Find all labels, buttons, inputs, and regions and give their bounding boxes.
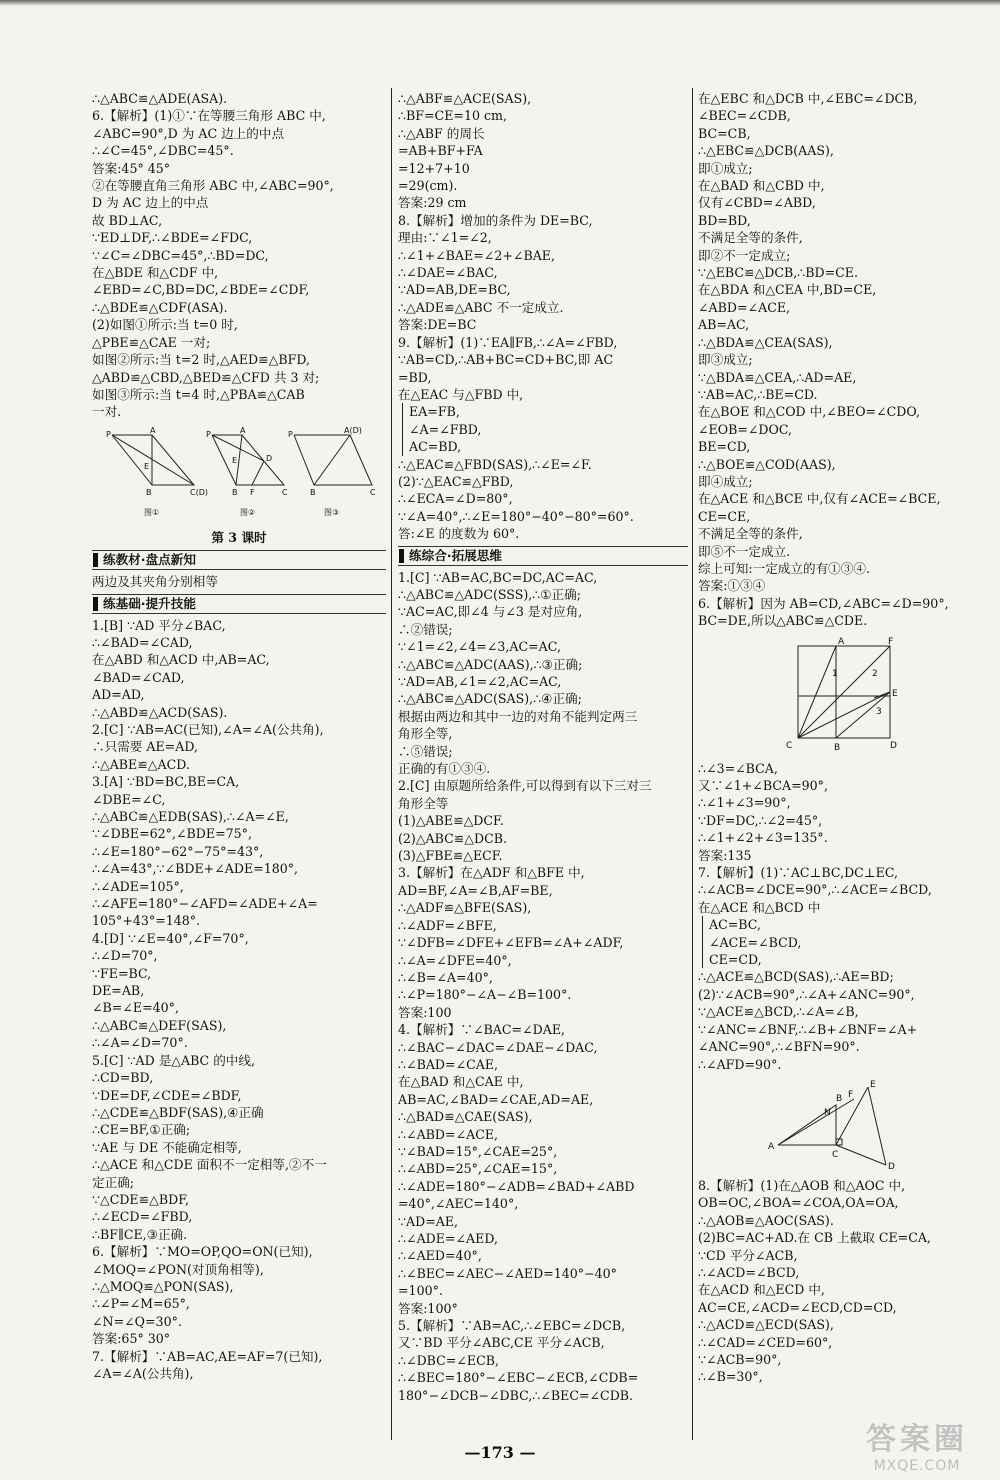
text-line: ∵AD=AB,DE=BC, [398,282,511,298]
fig2-label-C: C [282,487,288,497]
text-line: (2)△ABC≌△DCB. [398,830,507,846]
text-line: △ABD≌△CBD,△BED≌△CFD 共 3 对; [92,369,320,385]
text-line: 答案:45° 45° [92,160,171,176]
section-heading-label: 练教材·盘点新知 [103,552,196,568]
text-line: 即①成立; [698,160,753,176]
text-line: ∴∠AFE=180°−∠AFD=∠ADE+∠A= [92,896,318,912]
text-line: 180°−∠DCB−∠DBC,∴∠BEC=∠CDB. [398,1387,634,1403]
text-line: 在△BDE 和△CDF 中, [92,265,219,281]
fig2-label-A: A [240,426,246,435]
text-line: AD=BF,∠A=∠B,AF=BE, [398,882,553,898]
column-divider-left [391,88,392,1440]
text-line: ∴△CDE≌△BDF(SAS),④正确 [92,1104,264,1120]
heading-marker-icon [399,549,404,563]
text-line: ∵AD=AB,∠1=∠2,AC=AC, [398,674,562,689]
column-right [698,90,984,1386]
text-line: CE=CD, [702,951,984,968]
text-line: 答案:100° [398,1300,458,1316]
fig1-label-B: B [146,487,152,497]
text-line: ∴∠B=∠A=40°, [398,969,493,985]
text-line: ∠EBD=∠C,BD=DC,∠BDE=∠CDF, [92,282,310,298]
text-line: 在△ACE 和△BCE 中,仅有∠ACE=∠BCE, [698,491,941,507]
text-line: 角形全等, [398,726,453,742]
fig1-caption: 图① [144,507,160,517]
text-line: ∴△ABC≌△DEF(SAS), [92,1017,227,1033]
text-line: ∴△AOB≌△AOC(SAS). [698,1212,834,1228]
column-middle [398,90,688,1404]
text-line: ∴∠D=70°, [92,948,158,964]
text-line: ∴BF=CE=10 cm, [398,108,507,124]
text-line: ∴∠ECA=∠D=80°, [398,491,513,507]
text-line: ∵△BDA≌△CEA,∴AD=AE, [698,369,857,385]
text-line: 如图②所示:当 t=2 时,△AED≌△BFD, [92,352,310,368]
text-line: 不满足全等的条件, [698,230,803,246]
text-line: ∴△MOQ≌△PON(SAS), [92,1278,234,1294]
square-label-F: F [888,636,894,647]
text-line: ∵ED⊥DF,∴∠BDE=∠FDC, [92,230,253,246]
text-line: ∠BEC=∠CDB, [698,108,791,124]
square-label-2: 2 [872,668,878,679]
text-line: ∴∠ADE=105°, [92,878,184,894]
text-line: 在△ACD 和△ECD 中, [698,1282,825,1298]
text-line: AB=AC,∠BAD=∠CAE,AD=AE, [398,1091,594,1107]
text-line: ∴∠3=∠BCA, [698,760,778,776]
text-line: 仅有∠CBD=∠ABD, [698,195,816,211]
watermark-text: 答案圈 [866,1422,968,1457]
text-line: ∴∠BAD=∠CAD, [92,634,193,650]
text-line: 正确的有①③④. [398,761,491,777]
fig1-label-E: E [144,461,150,471]
text-line: ∴△ABC≌△ADC(SAS),∴④正确; [398,691,582,707]
text-line: ∴△ABC≌△ADC(AAS),∴③正确; [398,656,583,672]
text-line: ②在等腰直角三角形 ABC 中,∠ABC=90°, [92,178,334,194]
text-line: ∠DBE=∠C, [92,791,166,807]
section-heading [92,550,386,570]
text-line: 1.[B] ∵AD 平分∠BAC, [92,617,226,633]
text-line: 1.[C] ∵AB=AC,BC=DC,AC=AC, [398,569,598,585]
text-line: ∴△ADE≌△ABC 不一定成立. [398,299,564,315]
text-line: DE=AB, [92,983,145,999]
text-line: ∵AE 与 DE 不能确定相等, [92,1139,242,1155]
text-line: ∴∠ACB=∠DCE=90°,∴∠ACE=∠BCD, [698,882,932,898]
text-line: ∴∠A=43°,∵∠BDE+∠ADE=180°, [92,861,299,877]
text-line: ∴∠ADE=∠AED, [398,1231,498,1246]
text-line: ∵FE=BC, [92,965,152,981]
text-line: ∵AB=AC,∴BE=CD. [698,386,818,402]
text-line: ∠N=∠Q=30°. [92,1313,182,1329]
text-line: ∴△ABC≌△ADE(ASA). [92,91,228,106]
text-line: EA=FB, [402,403,688,420]
fig3-label-C: C [370,487,376,497]
text-line: ∠BAD=∠CAD, [92,669,185,685]
fig1-label-A: A [150,426,156,435]
text-line: =29(cm). [398,178,458,194]
text-line: ∴∠1+∠BAE=∠2+∠BAE, [398,247,555,263]
section-heading-label: 练基础·提升技能 [103,595,196,611]
text-line: BE=CD, [698,439,751,455]
text-line: 即⑤不一定成立. [698,543,791,559]
text-line: ∠ABD=∠ACE, [698,299,791,315]
text-line: ∴△ABF 的周长 [398,125,485,141]
text-line: 在△BAD 和△CBD 中, [698,178,825,194]
section-heading [398,546,688,566]
text-line: 在△ACE 和△BCD 中 [698,899,821,915]
text-line: ∴△ADF≌△BFE(SAS), [398,900,532,916]
text-line: (3)△FBE≌△ECF. [398,848,503,864]
text-line: ∵AC=AC,即∠4 与∠3 是对应角, [398,604,583,620]
text-line: ∠A=∠FBD, [402,421,688,438]
tri-label-F: F [848,1089,854,1100]
text-line: AC=BC, [702,916,984,933]
text-line: 在△BDA 和△CEA 中,BD=CE, [698,282,877,298]
text-line: ∴∠ABD=∠ACE, [398,1126,499,1142]
text-line: ∵∠BAD=15°,∠CAE=25°, [398,1143,558,1159]
text-line: 一对. [92,404,122,420]
text-line: 6.【解析】(1)①∵在等腰三角形 ABC 中, [92,108,326,124]
text-line: 又∵∠1+∠BCA=90°, [698,778,828,793]
triangle-figure [766,1079,916,1171]
square-label-A: A [838,636,845,647]
column-left [92,90,386,1382]
section-heading [92,594,386,614]
text-line: ∴△BAD≌△CAE(SAS), [398,1109,533,1125]
fig1-label-C: C(D) [190,487,208,497]
text-line: (2)∵△EAC≌△FBD, [398,473,514,489]
fig3-label-P: P [288,429,293,439]
text-line: 3.【解析】在△ADF 和△BFE 中, [398,865,585,881]
heading-marker-icon [93,553,98,567]
section-heading-label: 练综合·拓展思维 [409,547,502,563]
text-line: ∴△EBC≌△DCB(AAS), [698,143,834,159]
text-line: 105°+43°=148°. [92,913,201,929]
tri-label-C: C [832,1149,839,1160]
text-line: ∵AB=CD,∴AB+BC=CD+BC,即 AC [398,352,614,368]
text-line: ∠ACE=∠BCD, [702,934,984,951]
text-line: ∴∠ABD=25°,∠CAE=15°, [398,1161,558,1177]
watermark-logo [842,1414,992,1474]
text-line: ∵∠DBE=62°,∠BDE=75°, [92,826,252,842]
text-line: 4.[D] ∵∠E=40°,∠F=70°, [92,930,249,946]
text-line: 根据由两边和其中一边的对角不能判定两三 [398,708,638,724]
text-line: 故 BD⊥AC, [92,212,163,228]
text-line: 4.【解析】∵∠BAC=∠DAE, [398,1022,566,1038]
text-line: ∴∠AFD=90°. [698,1056,782,1072]
text-line: 8.【解析】增加的条件为 DE=BC, [398,212,593,228]
text-line: ∠MOQ=∠PON(对顶角相等), [92,1261,264,1277]
text-line: 2.[C] ∵AB=AC(已知),∠A=∠A(公共角), [92,721,324,737]
text-line: =12+7+10 [398,160,470,176]
text-line: ∠EOB=∠DOC, [698,421,793,437]
text-line: =40°,∠AEC=140°, [398,1196,519,1212]
text-line: 答案:135 [698,847,752,863]
text-line: ∴CD=BD, [92,1070,154,1086]
scan-edge-shadow [0,0,1000,6]
text-line: ∴△ABC≌△EDB(SAS),∴∠A=∠E, [92,809,289,824]
text-line: ∴∠P=180°−∠A−∠B=100°. [398,987,572,1003]
text-line: (2)如图①所示:当 t=0 时, [92,317,238,333]
text-line: (1)△ABE≌△DCF. [398,813,504,829]
text-line: 理由:∵∠1=∠2, [398,230,492,246]
text-line: ∴∠ECD=∠FBD, [92,1209,193,1225]
text-line: BC=CB, [698,125,751,141]
text-line: ∴△BDA≌△CEA(SAS), [698,334,833,350]
text-line: ∴∠ADE=180°−∠ADB=∠BAD+∠ABD [398,1178,635,1194]
text-line: 角形全等 [398,795,449,811]
text-line: ∠ANC=90°,∴∠BFN=90°. [698,1039,860,1055]
tri-label-B: B [836,1093,843,1104]
text-line: 5.【解析】∵AB=AC,∴∠EBC=∠DCB, [398,1318,626,1334]
text-line: ∵∠ANC=∠BNF,∴∠B+∠BNF=∠A+ [698,1021,918,1037]
lesson-title: 第 3 课时 [211,529,267,545]
text-line: ∴∠DAE=∠BAC, [398,265,498,281]
fig2-caption: 图② [240,507,256,517]
text-line: CE=CE, [698,508,751,524]
text-line: ∵∠ACB=90°, [698,1351,782,1367]
text-line: ∴∠BEC=∠AEC−∠AED=140°−40° [398,1265,617,1281]
fig2-label-D: D [266,453,273,463]
text-line: ∴∠P=∠M=65°, [92,1296,190,1312]
text-line: 又∵BD 平分∠ABC,CE 平分∠ACB, [398,1335,605,1351]
fig3-label-B: B [310,487,316,497]
text-line: ∵∠1=∠2,∠4=∠3,AC=AC, [398,639,561,655]
text-line: ∴CE=BF,①正确; [92,1122,191,1138]
text-line: AC=BD, [402,438,688,455]
text-line: ∴∠E=180°−62°−75°=43°, [92,843,264,859]
text-line: 两边及其夹角分别相等 [92,574,218,590]
text-line: ∴△ACE 和△CDE 面积不一定相等,②不一 [92,1157,327,1173]
text-line: 在△EAC 与△FBD 中, [398,386,524,402]
text-line: ∴△ACE≌△BCD(SAS),∴AE=BD; [698,969,894,985]
text-line: ∵△EBC≌△DCB,∴BD=CE. [698,265,858,281]
square-figure [776,636,906,754]
fig2-label-E: E [232,455,238,465]
text-line: ∴△EAC≌△FBD(SAS),∴∠E=∠F. [398,456,592,472]
text-line: =100°. [398,1283,443,1299]
text-line: =AB+BF+FA [398,143,483,159]
text-line: 在△BAD 和△CAE 中, [398,1074,524,1090]
text-line: 不满足全等的条件, [698,526,803,542]
square-label-C: C [786,740,793,751]
text-line: ∵∠A=40°,∴∠E=180°−40°−80°=60°. [398,508,634,524]
three-diagrams-figure [94,427,384,523]
text-line: (2)BC=AC+AD.在 CB 上截取 CE=CA, [698,1230,931,1246]
text-line: ∴BF∥CE,③正确. [92,1226,188,1242]
text-line: ∴∠A=∠D=70°. [92,1035,188,1051]
text-line: BC=DE,所以△ABC≌△CDE. [698,613,868,629]
text-line: AB=AC, [698,317,750,333]
text-line: ∴∠BAD=∠CAE, [398,1056,499,1072]
tri-label-E: E [870,1079,876,1090]
text-line: =BD, [398,369,432,385]
text-line: ∴⑤错误; [398,743,453,759]
text-line: 7.【解析】∵AB=AC,AE=AF=7(已知), [92,1348,323,1364]
text-line: 定正确; [92,1174,135,1190]
text-line: ∴△BDE≌△CDF(ASA). [92,299,228,315]
text-line: ∴∠ADF=∠BFE, [398,917,497,933]
text-line: ∵△CDE≌△BDF, [92,1191,189,1207]
text-line: ∴△BOE≌△COD(AAS), [698,456,836,472]
text-line: ∴∠BAC−∠DAC=∠DAE−∠DAC, [398,1039,598,1055]
heading-marker-icon [93,597,98,611]
text-line: ∵△ACE≌△BCD,∴∠A=∠B, [698,1004,859,1020]
text-line: 2.[C] 由原题所给条件,可以得到有以下三对三 [398,778,652,794]
square-label-B: B [834,742,841,753]
text-line: 在△ABD 和△ACD 中,AB=AC, [92,652,270,668]
text-line: (2)∵∠ACB=90°,∴∠A+∠ANC=90°, [698,986,915,1002]
text-line: 6.【解析】∵MO=OP,QO=ON(已知), [92,1244,313,1260]
text-line: ∴∠A=∠DFE=40°, [398,952,512,968]
text-line: ∴∠CAD=∠CED=60°, [698,1334,833,1350]
text-line: 5.[C] ∵AD 是△ABC 的中线, [92,1052,255,1068]
text-line: 答案:65° 30° [92,1331,171,1347]
fig3-caption: 图③ [324,507,340,517]
column-divider-right [692,88,693,1440]
text-line: 答案:①③④ [698,578,766,594]
text-line: 答案:29 cm [398,195,467,211]
text-line: ∴∠AED=40°, [398,1248,482,1264]
text-line: ∴△ACD≌△ECD(SAS), [698,1317,834,1333]
text-line: ∠B=∠E=40°, [92,1000,179,1016]
square-label-E: E [892,688,898,699]
square-label-D: D [890,740,897,751]
text-line: 答案:100 [398,1004,452,1020]
watermark-url: MXQE.COM [873,1458,961,1474]
fig1-label-P: P [106,429,111,439]
text-line: BD=BD, [698,212,751,228]
text-line: ∴∠1+∠3=90°, [698,795,791,811]
text-line: ∴∠BEC=180°−∠EBC−∠ECB,∠CDB= [398,1370,639,1386]
text-line: AC=CE,∠ACD=∠ECD,CD=CD, [698,1299,897,1315]
text-line: 3.[A] ∵BD=BC,BE=CA, [92,774,240,790]
text-line: 即③成立; [698,352,753,368]
text-line: D 为 AC 边上的中点 [92,195,209,211]
text-line: ∠A=∠A(公共角), [92,1366,194,1381]
fig3-label-A: A(D) [344,426,362,435]
text-line: ∴∠B=30°, [698,1369,763,1385]
tri-label-D: D [888,1161,895,1171]
text-line: 答案:DE=BC [398,317,477,333]
text-line: ∴∠1+∠2+∠3=135°. [698,830,828,846]
tri-label-A: A [768,1141,775,1152]
fig2-label-B: B [232,487,238,497]
text-line: 6.【解析】因为 AB=CD,∠ABC=∠D=90°, [698,595,949,611]
text-line: ∴△ABF≌△ACE(SAS), [398,91,532,106]
text-line: ∴△ABD≌△ACD(SAS). [92,704,228,720]
text-line: 8.【解析】(1)在△AOB 和△AOC 中, [698,1177,906,1193]
text-line: ∴只需要 AE=AD, [92,739,198,755]
text-line: ∵AD=AE, [398,1213,459,1229]
text-line: ∴∠C=45°,∠DBC=45°. [92,143,234,159]
text-line: 7.【解析】(1)∵AC⊥BC,DC⊥EC, [698,865,899,881]
text-line: ∵DE=DF,∠CDE=∠BDF, [92,1087,242,1103]
text-line: ∵DF=DC,∴∠2=45°, [698,812,823,828]
text-line: ∠ABC=90°,D 为 AC 边上的中点 [92,125,285,141]
page-number: —173 — [464,1443,536,1462]
text-line: 在△BOE 和△COD 中,∠BEO=∠CDO, [698,404,920,420]
square-label-1: 1 [832,668,838,679]
text-line: 9.【解析】(1)∵EA∥FB,∴∠A=∠FBD, [398,334,618,350]
text-line: ∴△ABE≌△ACD. [92,756,190,772]
text-line: ∵∠C=∠DBC=45°,∴BD=DC, [92,247,269,263]
text-line: ∴∠DBC=∠ECB, [398,1352,499,1368]
text-line: AD=AD, [92,687,145,703]
text-line: 答:∠E 的度数为 60°. [398,526,520,542]
square-label-3: 3 [876,706,882,717]
fig2-label-F: F [250,487,255,497]
tri-label-N: N [824,1107,831,1118]
text-line: OB=OC,∠BOA=∠COA,OA=OA, [698,1195,899,1211]
text-line: ∴△ABC≌△ADC(SSS),∴①正确; [398,586,581,602]
text-line: ∵∠DFB=∠DFE+∠EFB=∠A+∠ADF, [398,935,624,951]
text-line: 如图③所示:当 t=4 时,△PBA≌△CAB [92,386,305,402]
text-line: 在△EBC 和△DCB 中,∠EBC=∠DCB, [698,91,918,106]
text-line: 即④成立; [698,473,753,489]
text-line: ∴∠ACD=∠BCD, [698,1264,800,1280]
fig2-label-P: P [206,429,211,439]
text-line: 即②不一定成立; [698,247,791,263]
text-line: ∵CD 平分∠ACB, [698,1247,798,1263]
text-line: 综上可知:一定成立的有①③④. [698,560,870,576]
text-line: △PBE≌△CAE 一对; [92,334,211,350]
text-line: ∴②错误; [398,621,453,637]
